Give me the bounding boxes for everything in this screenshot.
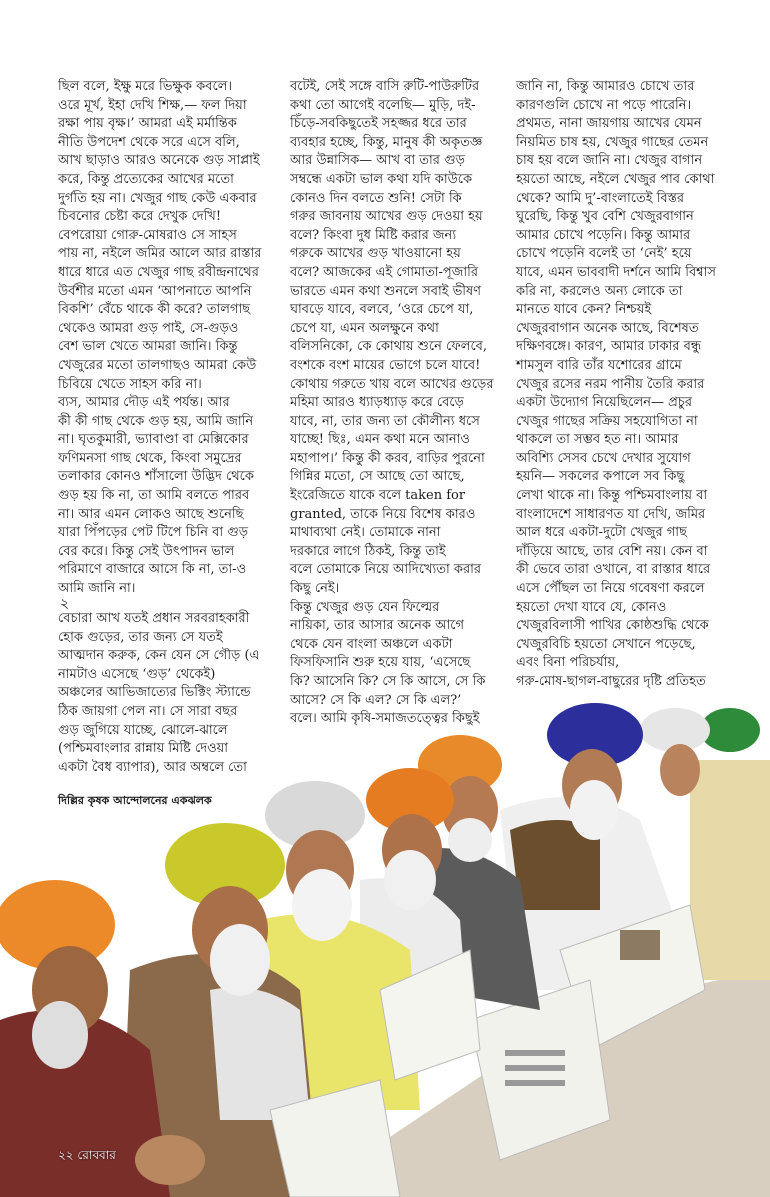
text-line: বলে তোমাকে নিয়ে আদিখ্যেতা করার (290, 562, 482, 578)
text-line: খেজুরবিলাসী পাখির কোষ্ঠশুদ্ধি থেকে (516, 618, 709, 634)
text-line: রক্ষা পায় বৃক্ষ।’ আমরা এই মর্মান্তিক (58, 116, 237, 132)
text-line: ঠিক জায়গা পেল না। সে সারা বছর (58, 703, 238, 719)
text-line: আমার চোখে পড়েনি। কিন্তু আমার (516, 227, 691, 243)
text-line: নীতি উপদেশ থেকে সরে এসে বলি, (58, 134, 240, 150)
farmers-reading-newspapers-photo (0, 690, 770, 1197)
text-line: উর্বশীর মতো এমন ‘আপনাতে আপনি (58, 283, 252, 299)
text-line: না। আর এমন লোকও আছে শুনেছি (58, 506, 244, 522)
text-line: প্রথমত, নানা জায়গায় আখের যেমন (516, 116, 702, 132)
text-line: বংশকে বংশ মায়ের ভোগে চলে যাবে! (290, 357, 481, 373)
text-line: বেশ ভাল খেতে আমরা জানি। কিন্তু (58, 339, 238, 355)
text-line: ধারে ধারে এত খেজুর গাছ রবীন্দ্রনাথের (58, 264, 259, 280)
text-line: বলে? কিংবা দুধ মিষ্টি করার জন্য (290, 227, 457, 243)
text-line: মহিমা আরও ধ্যাড়ধ্যাড় করে বেড়ে (290, 395, 464, 411)
text-line: (পশ্চিমবাংলার রান্নায় মিষ্টি দেওয়া (58, 741, 229, 757)
text-line: গরু-মোষ-ছাগল-বাছুরের দৃষ্টি প্রতিহত (516, 674, 706, 689)
text-line: খেজুরবাগান অনেক আছে, বিশেষত (516, 320, 699, 336)
text-line: কথা তো আগেই বলেছি— মুড়ি, দই- (290, 97, 476, 113)
page-footer: ২২ রোববার (58, 1148, 116, 1162)
text-line: অবিশ্যি সেসব চেখে দেখার সুযোগ (516, 450, 691, 466)
text-line: granted, তাকে নিয়ে বিশেষ কারও (290, 506, 476, 522)
photo-caption: দিল্লির কৃষক আন্দোলনের একঝলক (58, 794, 212, 807)
text-line: আল ধরে একটা-দুটো খেজুর গাছ (516, 525, 687, 541)
text-line: ব্যবহার হচ্ছে, কিন্তু, মানুষ কী অকৃতজ্ঞ (290, 134, 483, 150)
text-line: আখ ছাড়াও আরও অনেকে গুড় সাপ্লাই (58, 153, 260, 169)
text-line: কারণগুলি চোখে না পড়ে পারেনি। (516, 97, 692, 113)
text-line: মানতে যাবে কেন? নিশ্চয়ই (516, 302, 652, 318)
text-line: খেজুর রসের নরম পানীয় তৈরি করার (516, 376, 705, 392)
text-line: হয়নি— সকলের কপালে সব কিছু (516, 469, 685, 485)
text-line: নামটাও এসেছে ‘গুড়’ থেকেই) (58, 666, 216, 682)
text-line: এবং বিনা পরিচর্যায়, (516, 655, 620, 671)
text-line: বেপরোয়া গোরু-মোষরাও সে সাহস (58, 227, 237, 243)
text-line: করি না, করলেও অন্য লোকে তা (516, 283, 683, 299)
text-line: দক্ষিণবঙ্গে। কারণ, আমার ঢাকার বন্ধু (516, 339, 702, 355)
text-line: বলে? আজকের এই গোমাতা-পূজারি (290, 264, 478, 280)
text-line: কি? আসেনি কি? সে কি আসে, সে কি (290, 674, 486, 689)
text-line: একটা বৈধ ব্যাপার), আর অম্বলে তো (58, 759, 247, 775)
text-line: যাবে, না, তার জন্য তা কৌলীন্য ধসে (290, 413, 480, 429)
text-line: খেজুর গাছের সক্রিয় সহযোগিতা না (516, 413, 698, 429)
text-line: খেজুরের মতো তালগাছও আমরা কেউ (58, 357, 257, 373)
text-line: নিয়মিত চাষ হয়, খেজুর গাছের তেমন (516, 134, 709, 150)
text-line: পায় না, নইলে জমির আলে আর রাস্তার (58, 246, 262, 262)
text-line: গুড় হয় কি না, তা আমি বলতে পারব (58, 488, 250, 504)
text-line: বলে। আমি কৃষি-সমাজতত্ত্বের কিছুই (290, 711, 480, 727)
text-line: ওরে মূর্খ, ইহা দেখি শিক্ষ,— ফল দিয়া (58, 97, 247, 113)
text-line: চোখে পড়েনি বলেই তা ‘নেই’ হয়ে (516, 246, 692, 262)
text-line: গুড় জুগিয়ে যাচ্ছে, ঝোলে-ঝালে (58, 722, 228, 738)
column-1 (58, 78, 280, 599)
text-line: আমি জানি না। (58, 581, 136, 597)
text-line: সম্বন্ধে একটা ভাল কথা যদি কাউকে (290, 171, 473, 187)
text-line: শামসুল বারি তাঁর যশোরের গ্রামে (516, 357, 682, 373)
text-line: হয়তো দেখা যাবে যে, কোনও (516, 599, 667, 615)
text-line: থেকেও আমরা গুড় পাই, সে-গুড়ও (58, 320, 239, 336)
text-line: আত্মদান করুক, কেন যেন সে গৌড় (এ (58, 648, 260, 664)
text-line: যারা পিঁপড়ের পেট টিপে চিনি বা গুড় (58, 525, 249, 541)
text-line: বেচারা আখ যতই প্রধান সরবরাহকারী (58, 611, 250, 626)
text-line: হোক গুড়ের, তার জন্য সে যতই (58, 629, 223, 645)
text-line: বটেই, সেই সঙ্গে বাসি রুটি-পাউরুটির (290, 79, 480, 94)
text-line: ফিসফিসানি শুরু হয়ে যায়, ‘এসেছে (290, 655, 471, 671)
text-line: ব্যস, আমার দৌড় এই পর্যন্ত। আর (58, 395, 230, 411)
text-line: মহাপাপ।’ কিন্তু কী করব, বাড়ির পুরনো (290, 450, 485, 466)
text-line: একটা উদ্যোগ নিয়েছিলেন— প্রচুর (516, 395, 692, 411)
text-line: ঘুরেছি, কিন্তু খুব বেশি খেজুরবাগান (516, 209, 694, 225)
text-line: চিবনোর চেষ্টা করে দেখুক দেখি! (58, 209, 222, 225)
text-line: তলাকার কোনও শাঁসালো উদ্ভিদ থেকে (58, 469, 254, 485)
text-line: ভারতে এমন কথা শুনলে সবাই ভীষণ (290, 283, 482, 299)
text-line: কী ভেবে তারা ওখানে, বা রাস্তার ধারে (516, 562, 711, 578)
text-line: কোথায় গরুতে খায় বলে আখের গুড়ের (290, 376, 494, 392)
text-line: যাবে, এমন ভাববাদী দর্শনে আমি বিশ্বাস (516, 264, 716, 280)
text-line: থেকে? আমি দু’-বাংলাতেই বিস্তর (516, 190, 685, 206)
text-line: চিবিয়ে খেতে সাহস করি না। (58, 376, 202, 392)
column-2 (290, 78, 512, 729)
text-line: বের করে। কিন্তু সেই উৎপাদন ভাল (58, 543, 235, 559)
text-line: পরিমাণে বাজারে আসে কি না, তা-ও (58, 562, 247, 578)
text-line: চেপে যা, এমন অলক্ষুনে কথা (290, 320, 439, 336)
text-line: কিছু নেই। (290, 581, 340, 597)
text-line: গরুর জাবনায় আখের গুড় দেওয়া হয় (290, 209, 483, 225)
text-line: আসে? সে কি এল? সে কি এল?’ (290, 692, 462, 708)
section-number: ২ (60, 596, 70, 612)
text-line: ফণিমনসা গাছ থেকে, কিংবা সমুদ্রের (58, 450, 242, 466)
text-line: থেকে যেন বাংলা অঞ্চলে একটা (290, 636, 453, 652)
text-line: খেজুরবিচি হয়তো সেখানে পড়েছে, (516, 636, 696, 652)
text-line: বলিসনিকো, কে কোথায় শুনে ফেলবে, (290, 339, 488, 355)
text-line: না। ঘৃতকুমারী, ভ্যাবাণ্ডা বা মেক্সিকোর (58, 432, 249, 448)
text-line: হয়তো আছে, নইলে খেজুর পাব কোথা (516, 171, 715, 187)
text-line: চিঁড়ে-সবকিছুতেই সহজ্জর ধরে তার (290, 116, 467, 132)
text-line: থাকলে তা সম্ভব হত না। আমার (516, 432, 679, 448)
text-line: ঘাবড়ে যাবে, বলবে, ‘ওরে চেপে যা, (290, 302, 474, 318)
text-line: দুর্গতি হয় না। খেজুর গাছ কেউ একবার (58, 190, 257, 206)
text-line: কোনও দিন বলতে শুনি! সেটা কি (290, 190, 462, 206)
text-line: দরকারে লাগে ঠিকই, কিন্তু তাই (290, 543, 446, 559)
text-line: জানি না, কিন্তু আমারও চোখে তার (516, 79, 695, 94)
text-line: লেখা থাকে না। কিন্তু পশ্চিমবাংলায় বা (516, 488, 708, 504)
text-line: নায়িকা, তার আসার অনেক আগে (290, 618, 465, 634)
text-line: আর উন্নাসিক— আখ বা তার গুড় (290, 153, 465, 169)
text-line: ছিল বলে, ইক্ষু মরে ভিক্ষুক কবলে। (58, 79, 233, 94)
text-line: অঞ্চলের আভিজাত্যের ভিক্টিং স্ট্যান্ডে (58, 685, 251, 701)
text-line: ইংরেজিতে যাকে বলে taken for (290, 488, 466, 504)
text-line: গরুকে আখের গুড় খাওয়ানো হয় (290, 246, 461, 262)
text-line: কী কী গাছ থেকে গুড় হয়, আমি জানি (58, 413, 254, 429)
text-line: করে, কিন্তু প্রত্যেকের আখের মতো (58, 171, 234, 187)
text-line: বিকশি’ বেঁচে থাকে কী করে? তালগাছ (58, 302, 251, 318)
text-line: এসে পৌঁছল তা নিয়ে গবেষণা করলে (516, 581, 705, 597)
text-line: যাচ্ছে! ছিঃ, এমন কথা মনে আনাও (290, 432, 470, 448)
text-line: কিন্তু খেজুর গুড় যেন ফিল্মের (290, 599, 440, 615)
text-line: গিন্নির মতো, সে আছে তো আছে, (290, 469, 465, 485)
column-3 (516, 78, 738, 692)
text-line: মাথাব্যথা নেই। তোমাকে নানা (290, 525, 441, 541)
text-line: দাঁড়িয়ে আছে, তার বেশি নয়। কেন বা (516, 543, 708, 559)
text-line: চাষ হয় বলে জানি না। খেজুর বাগান (516, 153, 703, 169)
text-line: বাংলাদেশে সাধারণত যা দেখি, জমির (516, 506, 706, 522)
